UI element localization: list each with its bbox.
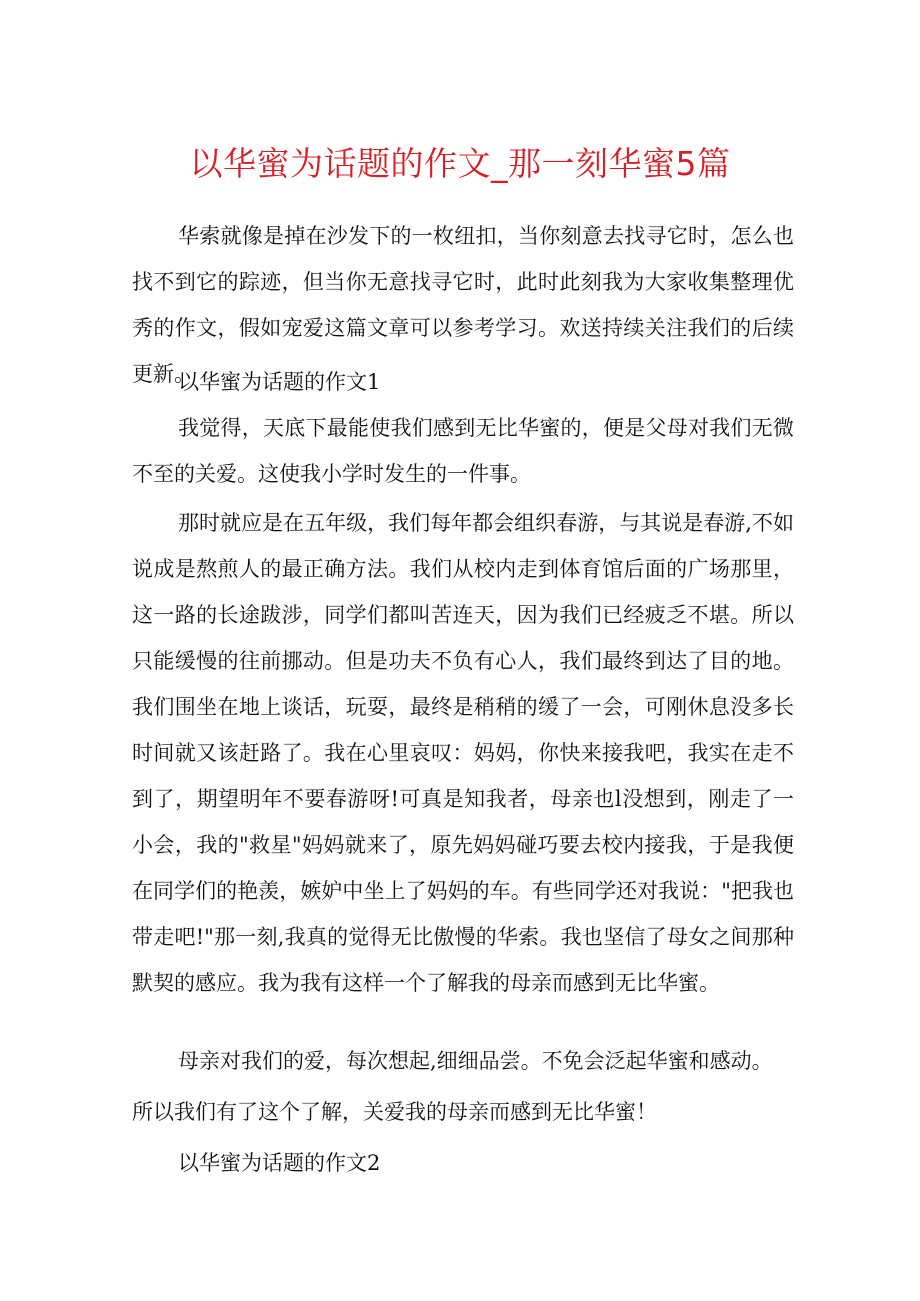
- section-1-paragraph-4: 所以我们有了这个了解，关爱我的母亲而感到无比华蜜！: [132, 1100, 657, 1124]
- section-1-paragraph-2: 那时就应是在五年级，我们每年都会组织春游，与其说是春游,不如说成是熬煎人的最正确方法。我们从校内走到体育馆后面的广场那里，这一路的长途跋涉，同学们都叫苦连天，因为我们已经疲乏不堪。所以只能缓慢的往前挪动。但是功夫不负有心人，我们最终到达了目的地。我们围坐在地上谈话，玩耍，最终是稍稍的缓了一会，可刚休息没多长时间就又该赶路了。我在心里哀叹：妈妈，你快来接我吧，我实在走不到了，期望明年不要春游呀!可真是知我者，母亲也l没想到，刚走了一小会，我的"救星"妈妈就来了，原先妈妈碰巧要去校内接我，于是我便在同学们的艳羡，嫉妒中坐上了妈妈的车。有些同学还对我说："把我也带走吧!"那一刻,我真的觉得无比傲慢的华索。我也坚信了母女之间那种默契的感应。我为我有这样一个了解我的母亲而感到无比华蜜。: [132, 511, 794, 995]
- document-title: 以华蜜为话题的作文_那一刻华蜜5篇: [189, 144, 731, 183]
- section-1-paragraph-3: 母亲对我们的爱，每次想起,细细品尝。不免会泛起华蜜和感动。: [178, 1049, 773, 1073]
- section-1-heading: 以华蜜为话题的作文1: [178, 370, 381, 394]
- section-1-paragraph-1: 我觉得，天底下最能使我们感到无比华蜜的，便是父母对我们无微不至的关爱。这使我小学时发生的一件事。: [132, 416, 794, 486]
- intro-paragraph: 华索就像是掉在沙发下的一枚纽扣，当你刻意去找寻它时，怎么也找不到它的踪迹，但当你无意找寻它时，此时此刻我为大家收集整理优秀的作文，假如宠爱这篇文章可以参考学习。欢送持续关注我们的后续更新。: [132, 224, 794, 386]
- section-2-heading: 以华蜜为话题的作文2: [178, 1151, 381, 1175]
